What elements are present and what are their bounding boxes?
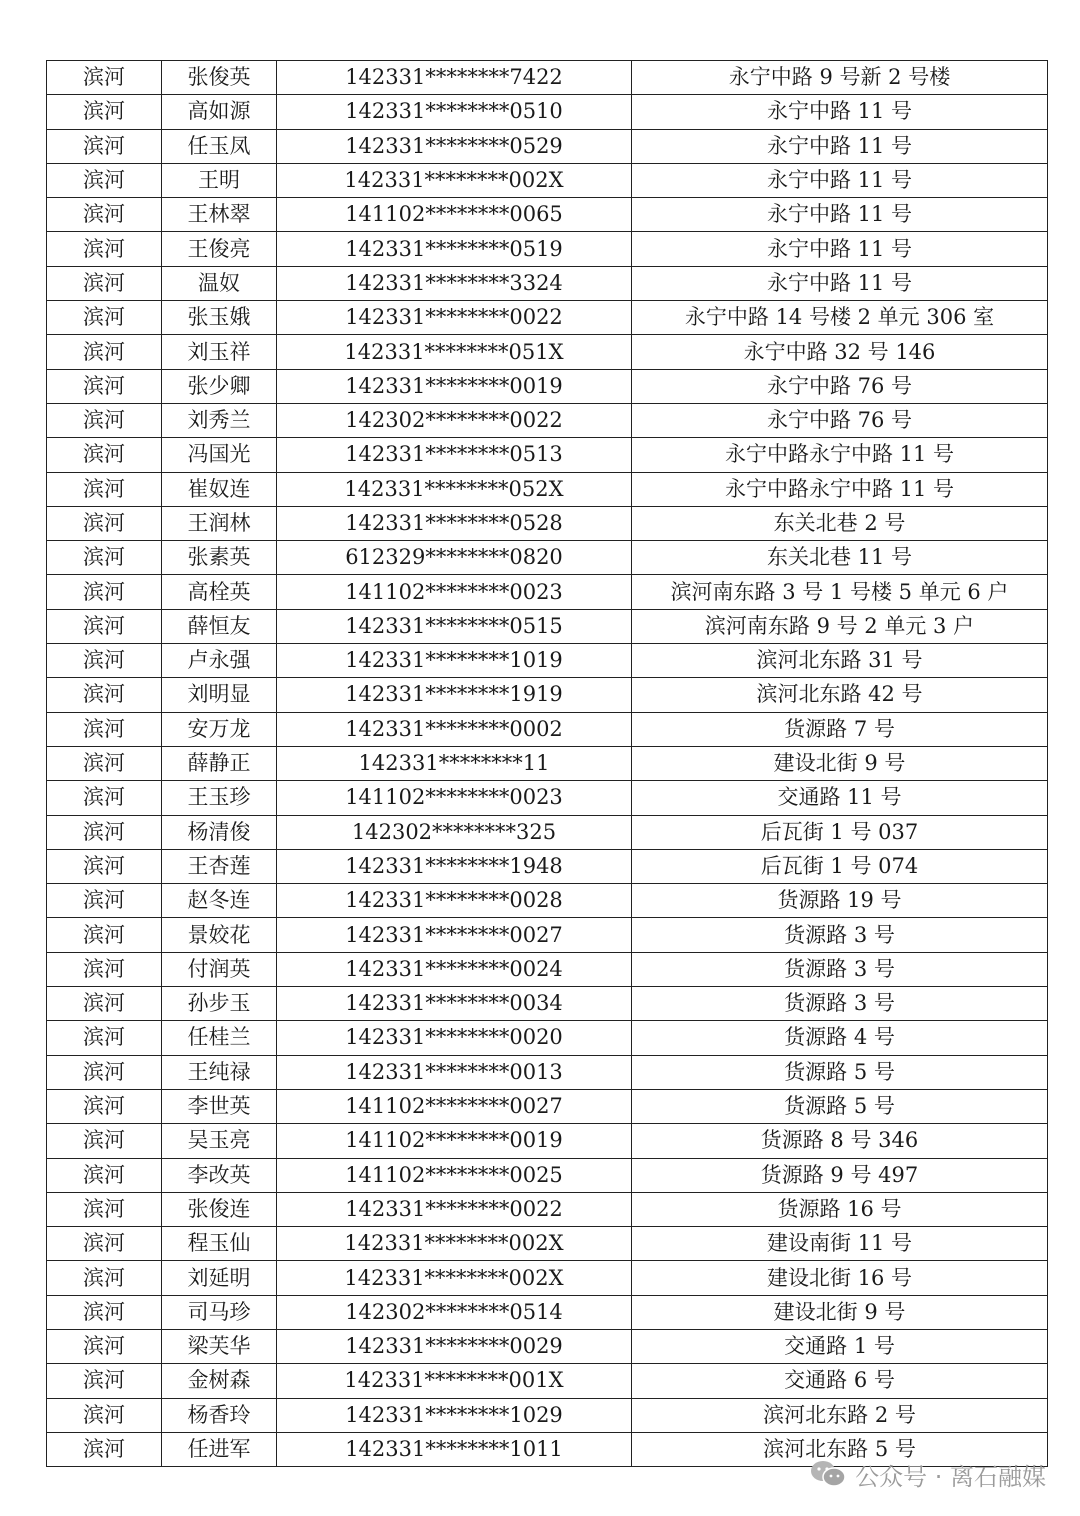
- table-row: [47, 849, 1048, 883]
- table-row: [47, 95, 1048, 129]
- table-row: [47, 1158, 1048, 1192]
- id-number-cell: 142331********0022: [277, 1192, 632, 1226]
- id-number-cell: 142331********0513: [277, 438, 632, 472]
- name-cell: 李改英: [162, 1158, 277, 1192]
- id-number-cell: 142331********1919: [277, 678, 632, 712]
- table-row: [47, 815, 1048, 849]
- district-cell: 滨河: [47, 987, 162, 1021]
- table-row: [47, 506, 1048, 540]
- table-row: [47, 1089, 1048, 1123]
- address-cell: 交通路 6 号: [632, 1364, 1048, 1398]
- district-cell: 滨河: [47, 1055, 162, 1089]
- id-number-cell: 142302********325: [277, 815, 632, 849]
- address-cell: 交通路 1 号: [632, 1329, 1048, 1363]
- district-cell: 滨河: [47, 1261, 162, 1295]
- id-number-cell: 142331********0529: [277, 129, 632, 163]
- table-row: [47, 918, 1048, 952]
- table-row: [47, 403, 1048, 437]
- name-cell: 张素英: [162, 541, 277, 575]
- table-row: [47, 1364, 1048, 1398]
- table-row: [47, 1295, 1048, 1329]
- district-cell: 滨河: [47, 815, 162, 849]
- address-cell: 永宁中路 76 号: [632, 403, 1048, 437]
- district-cell: 滨河: [47, 541, 162, 575]
- district-cell: 滨河: [47, 1364, 162, 1398]
- district-cell: 滨河: [47, 1158, 162, 1192]
- name-cell: 梁芙华: [162, 1329, 277, 1363]
- table-row: [47, 781, 1048, 815]
- name-cell: 杨清俊: [162, 815, 277, 849]
- id-number-cell: 142331********1029: [277, 1398, 632, 1432]
- address-cell: 永宁中路 11 号: [632, 232, 1048, 266]
- name-cell: 赵冬连: [162, 884, 277, 918]
- district-cell: 滨河: [47, 369, 162, 403]
- district-cell: 滨河: [47, 232, 162, 266]
- district-cell: 滨河: [47, 472, 162, 506]
- id-number-cell: 142331********0029: [277, 1329, 632, 1363]
- district-cell: 滨河: [47, 952, 162, 986]
- name-cell: 王润林: [162, 506, 277, 540]
- address-cell: 永宁中路 32 号 146: [632, 335, 1048, 369]
- address-cell: 货源路 4 号: [632, 1021, 1048, 1055]
- id-number-cell: 142331********0034: [277, 987, 632, 1021]
- table-row: [47, 1261, 1048, 1295]
- id-number-cell: 142331********0515: [277, 609, 632, 643]
- name-cell: 卢永强: [162, 644, 277, 678]
- address-cell: 永宁中路 14 号楼 2 单元 306 室: [632, 301, 1048, 335]
- district-cell: 滨河: [47, 746, 162, 780]
- id-number-cell: 142302********0514: [277, 1295, 632, 1329]
- district-cell: 滨河: [47, 266, 162, 300]
- table-row: [47, 198, 1048, 232]
- district-cell: 滨河: [47, 438, 162, 472]
- id-number-cell: 142331********051X: [277, 335, 632, 369]
- district-cell: 滨河: [47, 884, 162, 918]
- name-cell: 薛恒友: [162, 609, 277, 643]
- id-number-cell: 142331********0028: [277, 884, 632, 918]
- id-number-cell: 142331********11: [277, 746, 632, 780]
- district-cell: 滨河: [47, 781, 162, 815]
- address-cell: 货源路 5 号: [632, 1055, 1048, 1089]
- table-row: [47, 952, 1048, 986]
- address-cell: 建设北街 16 号: [632, 1261, 1048, 1295]
- name-cell: 张玉娥: [162, 301, 277, 335]
- name-cell: 高栓英: [162, 575, 277, 609]
- address-cell: 永宁中路 9 号新 2 号楼: [632, 61, 1048, 95]
- address-cell: 永宁中路 76 号: [632, 369, 1048, 403]
- table-row: [47, 1227, 1048, 1261]
- id-number-cell: 142331********0519: [277, 232, 632, 266]
- name-cell: 任进军: [162, 1432, 277, 1466]
- id-number-cell: 141102********0019: [277, 1124, 632, 1158]
- address-cell: 滨河北东路 5 号: [632, 1432, 1048, 1466]
- table-row: [47, 1021, 1048, 1055]
- district-cell: 滨河: [47, 403, 162, 437]
- district-cell: 滨河: [47, 849, 162, 883]
- table-row: [47, 1329, 1048, 1363]
- address-cell: 后瓦街 1 号 074: [632, 849, 1048, 883]
- name-cell: 程玉仙: [162, 1227, 277, 1261]
- district-cell: 滨河: [47, 1124, 162, 1158]
- name-cell: 王玉珍: [162, 781, 277, 815]
- roster-body: [47, 61, 1048, 1467]
- table-row: [47, 61, 1048, 95]
- district-cell: 滨河: [47, 712, 162, 746]
- district-cell: 滨河: [47, 1398, 162, 1432]
- table-row: [47, 369, 1048, 403]
- district-cell: 滨河: [47, 129, 162, 163]
- table-row: [47, 438, 1048, 472]
- id-number-cell: 142331********0022: [277, 301, 632, 335]
- id-number-cell: 141102********0023: [277, 575, 632, 609]
- id-number-cell: 142331********052X: [277, 472, 632, 506]
- id-number-cell: 142331********0510: [277, 95, 632, 129]
- table-row: [47, 232, 1048, 266]
- name-cell: 王杏莲: [162, 849, 277, 883]
- district-cell: 滨河: [47, 301, 162, 335]
- name-cell: 张少卿: [162, 369, 277, 403]
- id-number-cell: 142331********1948: [277, 849, 632, 883]
- id-number-cell: 141102********0023: [277, 781, 632, 815]
- name-cell: 刘玉祥: [162, 335, 277, 369]
- address-cell: 货源路 3 号: [632, 918, 1048, 952]
- id-number-cell: 142331********001X: [277, 1364, 632, 1398]
- id-number-cell: 141102********0065: [277, 198, 632, 232]
- address-cell: 东关北巷 11 号: [632, 541, 1048, 575]
- district-cell: 滨河: [47, 1432, 162, 1466]
- name-cell: 景姣花: [162, 918, 277, 952]
- address-cell: 货源路 19 号: [632, 884, 1048, 918]
- watermark-text: 公众号 · 离石融媒: [855, 1462, 1046, 1491]
- table-row: [47, 644, 1048, 678]
- district-cell: 滨河: [47, 1295, 162, 1329]
- table-row: [47, 541, 1048, 575]
- address-cell: 滨河北东路 42 号: [632, 678, 1048, 712]
- address-cell: 货源路 3 号: [632, 952, 1048, 986]
- id-number-cell: 142331********0013: [277, 1055, 632, 1089]
- address-cell: 后瓦街 1 号 037: [632, 815, 1048, 849]
- district-cell: 滨河: [47, 918, 162, 952]
- name-cell: 刘明显: [162, 678, 277, 712]
- address-cell: 货源路 7 号: [632, 712, 1048, 746]
- wechat-icon: [809, 1459, 847, 1489]
- table-row: [47, 609, 1048, 643]
- address-cell: 交通路 11 号: [632, 781, 1048, 815]
- address-cell: 永宁中路 11 号: [632, 198, 1048, 232]
- address-cell: 货源路 9 号 497: [632, 1158, 1048, 1192]
- district-cell: 滨河: [47, 575, 162, 609]
- district-cell: 滨河: [47, 335, 162, 369]
- id-number-cell: 142331********0528: [277, 506, 632, 540]
- roster-table: [46, 60, 1048, 1467]
- district-cell: 滨河: [47, 678, 162, 712]
- district-cell: 滨河: [47, 1329, 162, 1363]
- district-cell: 滨河: [47, 163, 162, 197]
- district-cell: 滨河: [47, 609, 162, 643]
- table-row: [47, 1124, 1048, 1158]
- id-number-cell: 142331********002X: [277, 1227, 632, 1261]
- name-cell: 李世英: [162, 1089, 277, 1123]
- address-cell: 建设南街 11 号: [632, 1227, 1048, 1261]
- table-row: [47, 575, 1048, 609]
- address-cell: 永宁中路 11 号: [632, 129, 1048, 163]
- address-cell: 永宁中路 11 号: [632, 163, 1048, 197]
- name-cell: 崔奴连: [162, 472, 277, 506]
- id-number-cell: 142302********0022: [277, 403, 632, 437]
- name-cell: 薛静正: [162, 746, 277, 780]
- name-cell: 王林翠: [162, 198, 277, 232]
- id-number-cell: 142331********1019: [277, 644, 632, 678]
- id-number-cell: 142331********0027: [277, 918, 632, 952]
- table-row: [47, 335, 1048, 369]
- table-row: [47, 712, 1048, 746]
- name-cell: 孙步玉: [162, 987, 277, 1021]
- id-number-cell: 142331********0024: [277, 952, 632, 986]
- address-cell: 货源路 8 号 346: [632, 1124, 1048, 1158]
- watermark: [809, 1456, 1046, 1492]
- table-row: [47, 987, 1048, 1021]
- address-cell: 永宁中路永宁中路 11 号: [632, 472, 1048, 506]
- id-number-cell: 141102********0025: [277, 1158, 632, 1192]
- table-row: [47, 1055, 1048, 1089]
- name-cell: 刘秀兰: [162, 403, 277, 437]
- table-row: [47, 472, 1048, 506]
- name-cell: 杨香玲: [162, 1398, 277, 1432]
- table-row: [47, 884, 1048, 918]
- address-cell: 货源路 5 号: [632, 1089, 1048, 1123]
- table-row: [47, 1398, 1048, 1432]
- address-cell: 建设北街 9 号: [632, 1295, 1048, 1329]
- address-cell: 永宁中路 11 号: [632, 266, 1048, 300]
- address-cell: 滨河北东路 31 号: [632, 644, 1048, 678]
- address-cell: 滨河北东路 2 号: [632, 1398, 1048, 1432]
- name-cell: 金树森: [162, 1364, 277, 1398]
- address-cell: 东关北巷 2 号: [632, 506, 1048, 540]
- table-row: [47, 301, 1048, 335]
- id-number-cell: 142331********3324: [277, 266, 632, 300]
- district-cell: 滨河: [47, 198, 162, 232]
- table-row: [47, 678, 1048, 712]
- id-number-cell: 142331********7422: [277, 61, 632, 95]
- address-cell: 滨河南东路 3 号 1 号楼 5 单元 6 户: [632, 575, 1048, 609]
- table-row: [47, 163, 1048, 197]
- id-number-cell: 142331********0019: [277, 369, 632, 403]
- address-cell: 永宁中路 11 号: [632, 95, 1048, 129]
- id-number-cell: 142331********0002: [277, 712, 632, 746]
- table-row: [47, 1192, 1048, 1226]
- table-row: [47, 129, 1048, 163]
- name-cell: 王俊亮: [162, 232, 277, 266]
- name-cell: 高如源: [162, 95, 277, 129]
- address-cell: 货源路 16 号: [632, 1192, 1048, 1226]
- name-cell: 王明: [162, 163, 277, 197]
- name-cell: 任玉凤: [162, 129, 277, 163]
- district-cell: 滨河: [47, 644, 162, 678]
- id-number-cell: 142331********002X: [277, 163, 632, 197]
- address-cell: 永宁中路永宁中路 11 号: [632, 438, 1048, 472]
- id-number-cell: 142331********002X: [277, 1261, 632, 1295]
- name-cell: 刘延明: [162, 1261, 277, 1295]
- district-cell: 滨河: [47, 1089, 162, 1123]
- name-cell: 吴玉亮: [162, 1124, 277, 1158]
- address-cell: 滨河南东路 9 号 2 单元 3 户: [632, 609, 1048, 643]
- name-cell: 安万龙: [162, 712, 277, 746]
- name-cell: 温奴: [162, 266, 277, 300]
- name-cell: 司马珍: [162, 1295, 277, 1329]
- district-cell: 滨河: [47, 61, 162, 95]
- name-cell: 任桂兰: [162, 1021, 277, 1055]
- table-row: [47, 746, 1048, 780]
- id-number-cell: 141102********0027: [277, 1089, 632, 1123]
- address-cell: 货源路 3 号: [632, 987, 1048, 1021]
- district-cell: 滨河: [47, 95, 162, 129]
- district-cell: 滨河: [47, 1227, 162, 1261]
- district-cell: 滨河: [47, 1021, 162, 1055]
- district-cell: 滨河: [47, 506, 162, 540]
- district-cell: 滨河: [47, 1192, 162, 1226]
- id-number-cell: 142331********1011: [277, 1432, 632, 1466]
- id-number-cell: 142331********0020: [277, 1021, 632, 1055]
- id-number-cell: 612329********0820: [277, 541, 632, 575]
- name-cell: 王纯禄: [162, 1055, 277, 1089]
- name-cell: 张俊连: [162, 1192, 277, 1226]
- table-row: [47, 266, 1048, 300]
- name-cell: 付润英: [162, 952, 277, 986]
- name-cell: 冯国光: [162, 438, 277, 472]
- address-cell: 建设北街 9 号: [632, 746, 1048, 780]
- name-cell: 张俊英: [162, 61, 277, 95]
